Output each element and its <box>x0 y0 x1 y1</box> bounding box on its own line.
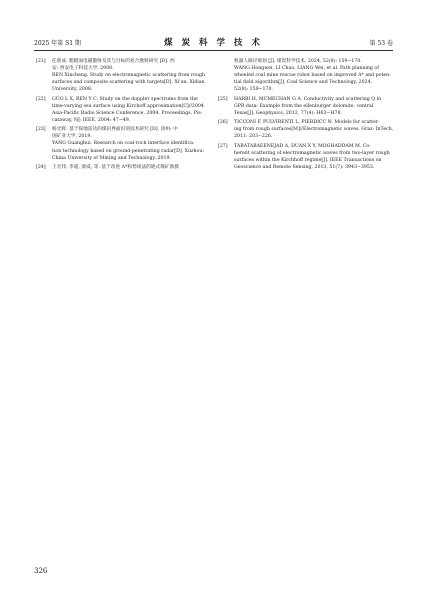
reference-text-line: WANG Hongwei, LI Chao, LIANG Wei, et al. Path planning of <box>234 66 379 72</box>
reference-text-line: TABATABAEENEJAD A, DUAN X Y, MOGHADDAM M. Co- <box>234 143 371 149</box>
reference-entry <box>36 164 208 171</box>
reference-entry <box>218 143 390 171</box>
reference-entry <box>218 119 394 140</box>
left-column-references <box>36 58 208 173</box>
reference-text-line: surfaces within the Kirchhoff regime[J]. IEEE Transactions on <box>234 157 382 163</box>
reference-text-line: wheeled coal mine rescue robot based on improved A* and poten- <box>234 73 391 79</box>
reference-text-line: 2011: 203−226. <box>234 134 273 140</box>
reference-text-line: tial field algorithm[J]. Coal Science and Technology, 2024, <box>234 80 373 86</box>
reference-number: [26] <box>218 120 228 126</box>
reference-text-line: 杨光辉. 基于探地雷达的煤岩界面识别技术研究 [D]. 徐州: 中 <box>52 127 178 133</box>
right-column-references <box>218 58 394 173</box>
reference-text-line: 任新成. 粗糙面电磁散射及其与目标的复合散射研究 [D]. 西 <box>52 59 175 64</box>
reference-entry <box>36 126 208 161</box>
reference-text-line: University, 2008. <box>52 87 93 93</box>
reference-number: [22] <box>36 96 46 102</box>
reference-entry <box>218 96 390 117</box>
reference-number: [25] <box>218 96 228 102</box>
reference-text-line: YANG Guanghui. Research on coal-rock interface identifica- <box>52 141 195 147</box>
reference-text-line: 国矿业大学, 2019. <box>52 134 92 140</box>
reference-text-line: HARBI H, MCMECHAN G A. Conductivity and scattering Q in <box>234 96 382 102</box>
reference-number: [23] <box>36 127 46 133</box>
issue-label: 2025 年第 S1 期 <box>34 40 81 47</box>
reference-text-line: Asia-Pacific Radio Science Conference, 2004. Proceedings. Pis- <box>52 110 203 116</box>
reference-text-line: tion technology based on ground-penetrating radar[D]. Xuzhou: <box>52 148 204 154</box>
running-header <box>34 36 393 51</box>
reference-entry <box>36 58 208 93</box>
reference-text-line: TICCONI F, PULVIRENTI L, PIERDICC N. Models for scatter- <box>234 120 380 126</box>
reference-text-line: herent scattering of electromagnetic waves from two-layer rough <box>234 150 390 156</box>
reference-text-line: 安: 西安电子科技大学, 2008. <box>52 66 114 72</box>
volume-label: 第 53 卷 <box>369 40 393 47</box>
reference-text-line: 机器人路径规划 [J]. 煤炭科学技术, 2024, 52(8): 159−170. <box>234 59 362 64</box>
reference-text-line: ing from rough surfaces[M]//Electromagnetic waves. Graz: InTech, <box>234 127 394 133</box>
reference-text-line: cataway, NJ: IEEE, 2004: 47−49. <box>52 117 131 123</box>
reference-continuation <box>218 58 390 93</box>
reference-text-line: surfaces and composite scattering with targets[D]. Xi'an: Xidian <box>52 80 205 86</box>
reference-number: [27] <box>218 143 228 149</box>
reference-text-line: Geoscience and Remote Sensing, 2013, 51(7): 3943−3953. <box>234 164 375 170</box>
reference-text-line: Texas[J]. Geophysics, 2012, 77(4): H63−H78. <box>234 110 342 116</box>
journal-title: 煤 炭 科 学 技 术 <box>164 38 263 48</box>
reference-entry <box>36 96 208 124</box>
reference-text-line: GPR data: Example from the ellenburger dolomite, central <box>234 103 374 109</box>
reference-number: [24] <box>36 164 46 170</box>
reference-text-line: time-varying sea surface using Kirchoff approximation[C]//2004 <box>52 103 204 109</box>
reference-text-line: 王宏伟, 李超, 梁威, 等. 基于改进 A*和势场法的轮式煤矿救援 <box>52 164 179 170</box>
reference-text-line: 52(8): 159−170. <box>234 87 273 93</box>
reference-text-line: REN Xincheng. Study on electromagnetic scattering from rough <box>52 73 206 79</box>
reference-number: [21] <box>36 59 46 64</box>
page-number: 326 <box>34 567 48 575</box>
reference-text-line: China University of Mining and Technology, 2019. <box>52 155 171 161</box>
reference-text-line: GUO L X, REN Y C. Study on the doppler spectrums from the <box>52 96 198 102</box>
